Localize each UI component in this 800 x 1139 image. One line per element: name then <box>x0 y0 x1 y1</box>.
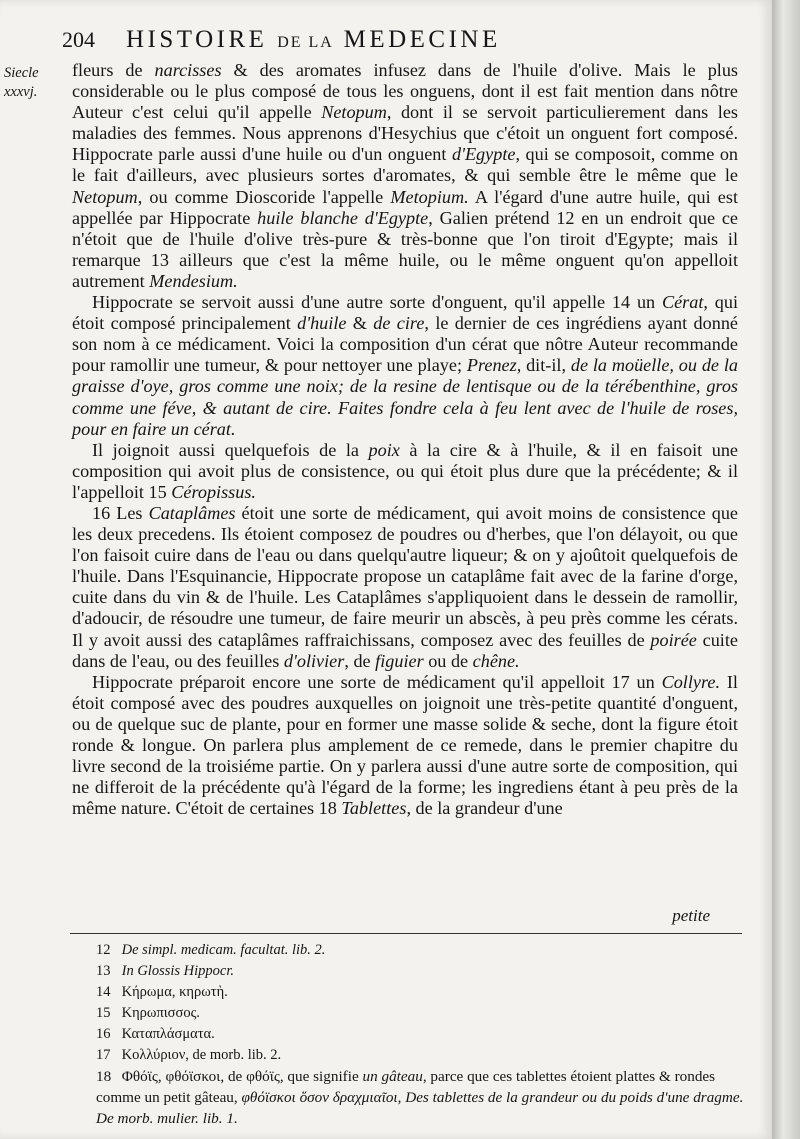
footnote-text: , parce que ces tablettes étoient plattes & rondes comme un petit gâteau, <box>96 1068 716 1106</box>
title-part-1: HISTOIRE <box>126 26 268 53</box>
footnote-12 <box>96 940 756 961</box>
text-run: , Galien prétend 12 en un endroit que ce n'étoit que de l'huile d'olive très-pure & très-bonne que l'on tiroit d'Egypte; mais il remarque 13 ailleurs que c'est la même huile, ou le même onguent qu'on appelloit autrement <box>72 207 739 291</box>
footnotes <box>96 940 756 1129</box>
footnote-number: 12 <box>96 942 111 958</box>
running-header <box>62 26 672 54</box>
paragraph-5 <box>72 672 738 820</box>
footnote-number: 15 <box>96 1005 111 1021</box>
footnote-text: De simpl. medicam. facultat. lib. 2. <box>121 942 326 958</box>
italic-run: Cérat <box>661 292 704 313</box>
paragraph-4 <box>72 503 738 672</box>
running-title <box>126 26 501 54</box>
footnote-text: In Glossis Hippocr. <box>121 963 235 979</box>
paragraph-1 <box>72 60 738 292</box>
italic-run: Collyre. <box>661 671 721 692</box>
footnote-number: 14 <box>96 984 111 1000</box>
italic-run: d'olivier <box>283 650 345 671</box>
text-run: fleurs de <box>72 60 155 80</box>
text-run: , le dernier de ces ingrédiens ayant donné son nom à ce médicament. Voici la composition d'un cérat que nôtre Auteur recommande pour ramollir une tumeur, & pour nettoyer une playe; <box>72 313 738 376</box>
title-part-3: MEDECINE <box>343 26 501 53</box>
margin-note-line-1: Siecle <box>4 65 39 81</box>
footnote-text: , de morb. lib. 2. <box>185 1047 282 1063</box>
italic-run: Céropissus. <box>171 481 256 502</box>
italic-run: Tablettes <box>341 798 407 819</box>
text-run: à la cire & à l'huile, & il en faisoit une composition qui avoit plus de consistence, ou qui étoit plus dure que la précédente; & il l'appelloit 15 <box>72 439 739 502</box>
footnote-text: Φθόϊς, φθόϊσκοι, de φθόϊς, que signifie <box>121 1068 363 1085</box>
text-run: & <box>346 313 374 334</box>
footnote-13 <box>96 961 756 982</box>
text-run: , dont il se servoit particulierement dans les maladies des femmes. Nous apprenons d'Hesychius que c'étoit un onguent fort composé. Hippocrate parle aussi d'une huile ou d'un onguent <box>72 102 738 165</box>
footnote-text: Κηρωπισσος. <box>121 1005 200 1021</box>
text-run: , de <box>344 650 376 671</box>
footnote-rule <box>70 933 742 934</box>
italic-run: poirée <box>650 629 697 650</box>
text-run: ou de <box>423 650 473 671</box>
footnote-15 <box>96 1003 756 1024</box>
footnote-number: 13 <box>96 963 111 979</box>
italic-run: Metopium. <box>390 186 469 207</box>
page-number: 204 <box>62 27 95 52</box>
footnote-greek: Κολλύριον <box>121 1047 186 1063</box>
footnote-18 <box>96 1066 756 1129</box>
text-run: A l'égard d'une autre huile, qui est appellée par Hippocrate <box>72 186 738 228</box>
italic-run: d'Egypte <box>451 144 516 165</box>
text-run: , de la grandeur d'une <box>406 798 563 819</box>
text-run: dit-il, <box>521 355 571 376</box>
text-run: , ou comme Dioscoride l'appelle <box>137 186 391 207</box>
text-run: Il joignoit aussi quelquefois de la <box>92 439 369 460</box>
title-part-2: DE LA <box>277 34 334 51</box>
italic-run: de la moüelle, ou de la graisse d'oye, gros comme une noix; de la resine de lentisque ou de la térébenthine, gros comme une féve, & autant de cire. Faites fondre cela à feu lent avec de l'huile de roses, pour en faire un cérat. <box>72 355 738 439</box>
adjacent-page-edge <box>772 0 800 1139</box>
italic-run: de cire <box>373 313 425 334</box>
footnote-number: 16 <box>96 1026 111 1042</box>
footnote-italic: φθόϊσκοι ὅσον δραχμιαῖοι, Des tablettes de la grandeur ou du poids d'une dragme. De morb. mulier. lib. 1. <box>96 1089 744 1127</box>
catchword: petite <box>672 906 710 925</box>
text-run: 16 Les <box>92 502 149 523</box>
text-run: & des aromates infusez dans de l'huile d'olive. Mais le plus considerable ou le plus composé de tous les onguens, dont il est fait mention dans nôtre Auteur c'est celui qu'il appelle <box>72 60 739 123</box>
text-run: Hippocrate préparoit encore une sorte de médicament qu'il appelloit 17 un <box>92 671 662 692</box>
paragraph-3 <box>72 440 738 503</box>
italic-run: figuier <box>375 650 424 671</box>
italic-run: Netopum <box>321 102 387 123</box>
paragraph-2 <box>72 292 738 440</box>
footnote-number: 17 <box>96 1047 111 1063</box>
italic-run: Netopum <box>72 186 138 207</box>
margin-note-century <box>4 64 60 102</box>
footnote-14 <box>96 982 756 1003</box>
italic-run: Prenez, <box>466 355 522 376</box>
italic-run: narcisses <box>154 60 222 80</box>
italic-run: Cataplâmes <box>148 502 236 523</box>
text-run: Hippocrate se servoit aussi d'une autre sorte d'onguent, qu'il appelle 14 un <box>92 292 662 313</box>
footnote-text: Καταπλάσματα. <box>121 1026 215 1042</box>
text-run: cuite dans de l'eau, ou des feuilles <box>72 629 738 671</box>
italic-run: chêne. <box>472 650 520 671</box>
main-text <box>72 60 738 819</box>
footnote-17 <box>96 1045 756 1066</box>
text-run: , qui se composoit, comme on le fait d'ailleurs, avec plusieurs sortes d'aromates, & qui semble être le même que le <box>72 144 739 186</box>
footnote-italic: un gâteau <box>362 1068 423 1085</box>
footnote-16 <box>96 1024 756 1045</box>
italic-run: huile blanche d'Egypte <box>257 207 429 228</box>
text-run: Il étoit composé avec des poudres auxquelles on joignoit une très-petite quantité d'onguent, ou de quelque suc de plante, pour en former une masse solide & seche, dont la figure étoit ronde & longue. On parlera plus amplement de ce remede, dans le premier chapitre du livre second de la troisiéme partie. On y parlera aussi d'une autre sorte de composition, qui ne differoit de la précédente qu'à l'égard de la forme; les ingrediens étant à peu près de la même nature. C'étoit de certaines 18 <box>72 671 738 819</box>
text-run: étoit une sorte de médicament, qui avoit moins de consistence que les deux precedens. Ils étoient composez de poudres ou d'herbes, que l'on délayoit, ou que l'on faisoit cuire dans de l'eau ou dans quelqu'autre liqueur; & on y ajoûtoit quelquefois de l'huile. Dans l'Esquinancie, Hippocrate propose un cataplâme fait avec de la farine d'orge, cuite dans du vin & de l'huile. Les Cataplâmes s'appliquoient dans le dessein de ramollir, d'adoucir, de résoudre une tumeur, de faire meurir un abscès, à peu près comme les cérats. Il y avoit aussi des cataplâmes raffraichissans, composez avec des feuilles de <box>72 502 738 650</box>
italic-run: d'huile <box>297 313 347 334</box>
footnote-text: Κήρωμα, κηρωτὴ. <box>121 984 228 1000</box>
footnote-number: 18 <box>96 1068 112 1085</box>
italic-run: poix <box>368 439 400 460</box>
italic-run: Mendesium. <box>149 270 238 291</box>
text-run: , qui étoit composé principalement <box>72 292 738 334</box>
margin-note-line-2: xxxvj. <box>4 84 38 100</box>
